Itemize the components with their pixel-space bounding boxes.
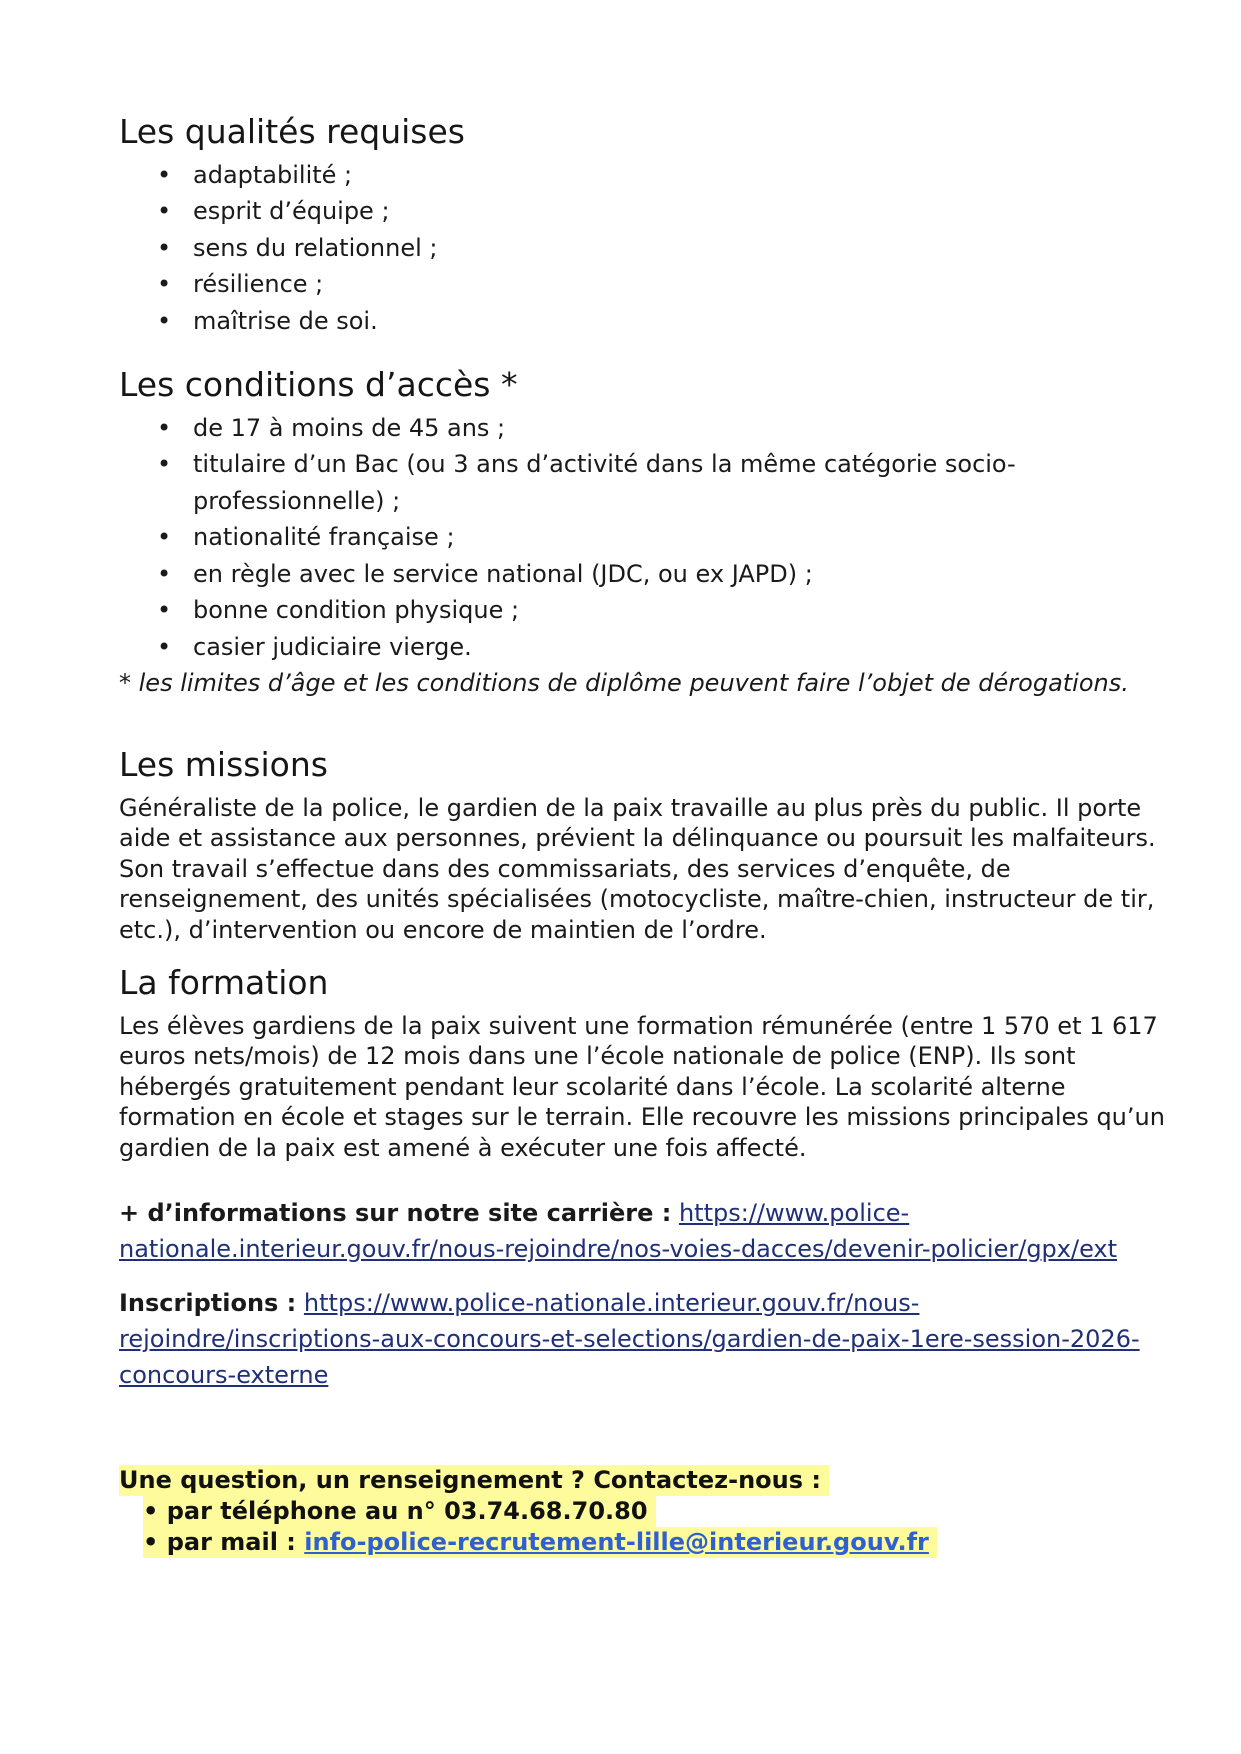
inscriptions-link[interactable]: https://www.police-nationale.interieur.gouv.fr/nous-rejoindre/inscriptions-aux-concours-et-selections/gardien-de-paix-1ere-session-2026-concours-externe [119, 1289, 1140, 1390]
inscriptions-paragraph [119, 1285, 1169, 1393]
formation-text: Les élèves gardiens de la paix suivent une formation rémunérée (entre 1 570 et 1 617 euros nets/mois) de 12 mois dans une l’école nationale de police (ENP). Ils sont hébergés gratuitement pendant leur scolarité dans l’école. La scolarité alterne formation en école et stages sur le terrain. Elle recouvre les missions principales qu’un gardien de la paix est amené à exécuter une fois affecté. [119, 1011, 1165, 1162]
inscriptions-label: Inscriptions : [119, 1289, 297, 1318]
bullet-icon: • [157, 523, 172, 552]
bullet-icon: • [157, 233, 172, 262]
list-item: • de 17 à moins de 45 ans ; [119, 410, 1169, 447]
qualites-title: Les qualités requises [119, 112, 466, 151]
list-item: • résilience ; [119, 266, 1169, 303]
formation-title: La formation [119, 963, 329, 1003]
contact-mail [143, 1527, 937, 1558]
mail-link[interactable]: info-police-recrutement-lille@interieur.gouv.fr [304, 1528, 929, 1557]
bullet-icon: • [157, 197, 172, 226]
section-links [119, 1195, 1169, 1393]
phone-label: par téléphone au n° 03.74.68.70.80 [166, 1497, 648, 1526]
missions-title: Les missions [119, 745, 328, 785]
info-paragraph [119, 1195, 1169, 1267]
contact-heading: Une question, un renseignement ? Contactez-nous : [119, 1465, 829, 1496]
bullet-icon: • [143, 1528, 159, 1557]
conditions-title: Les conditions d’accès * [119, 365, 518, 405]
document-page [119, 112, 1169, 1558]
missions-text: Généraliste de la police, le gardien de la paix travaille au plus près du public. Il porte aide et assistance aux personnes, prévient la délinquance ou poursuit les malfaiteurs. Son travail s’effectue dans des commissariats, des services d’enquête, de renseignement, des unités spécialisées (motocycliste, maître-chien, instructeur de tir, etc.), d’intervention ou encore de maintien de l’ordre. [119, 793, 1156, 944]
bullet-icon: • [157, 559, 172, 588]
list-item: • titulaire d’un Bac (ou 3 ans d’activité dans la même catégorie socio-professionnelle) ; [119, 446, 1169, 519]
info-label: + d’informations sur notre site carrière : [119, 1199, 672, 1228]
section-formation [119, 963, 1169, 1163]
section-missions [119, 745, 1169, 945]
bullet-icon: • [157, 160, 172, 189]
derogation-note: * les limites d’âge et les conditions de diplôme peuvent faire l’objet de dérogations. [119, 669, 1129, 698]
bullet-icon: • [157, 632, 172, 661]
contact-phone [143, 1496, 656, 1527]
section-conditions [119, 365, 1169, 701]
mail-label: par mail : [166, 1528, 296, 1557]
conditions-list [119, 410, 1169, 666]
list-item: • sens du relationnel ; [119, 230, 1169, 267]
list-item: • maîtrise de soi. [119, 303, 1169, 340]
bullet-icon: • [157, 596, 172, 625]
bullet-icon: • [143, 1497, 159, 1526]
list-item: • adaptabilité ; [119, 157, 1169, 194]
bullet-icon: • [157, 270, 172, 299]
list-item: • nationalité française ; [119, 519, 1169, 556]
list-item: • en règle avec le service national (JDC, ou ex JAPD) ; [119, 556, 1169, 593]
list-item: • bonne condition physique ; [119, 592, 1169, 629]
career-site-link[interactable]: https://www.police-nationale.interieur.gouv.fr/nous-rejoindre/nos-voies-dacces/devenir-policier/gpx/ext [119, 1199, 1118, 1264]
section-contact [119, 1465, 1169, 1558]
list-item: • casier judiciaire vierge. [119, 629, 1169, 666]
bullet-icon: • [157, 306, 172, 335]
section-qualites [119, 112, 1169, 339]
list-item: • esprit d’équipe ; [119, 193, 1169, 230]
bullet-icon: • [157, 450, 172, 479]
qualites-list [119, 157, 1169, 340]
bullet-icon: • [157, 413, 172, 442]
